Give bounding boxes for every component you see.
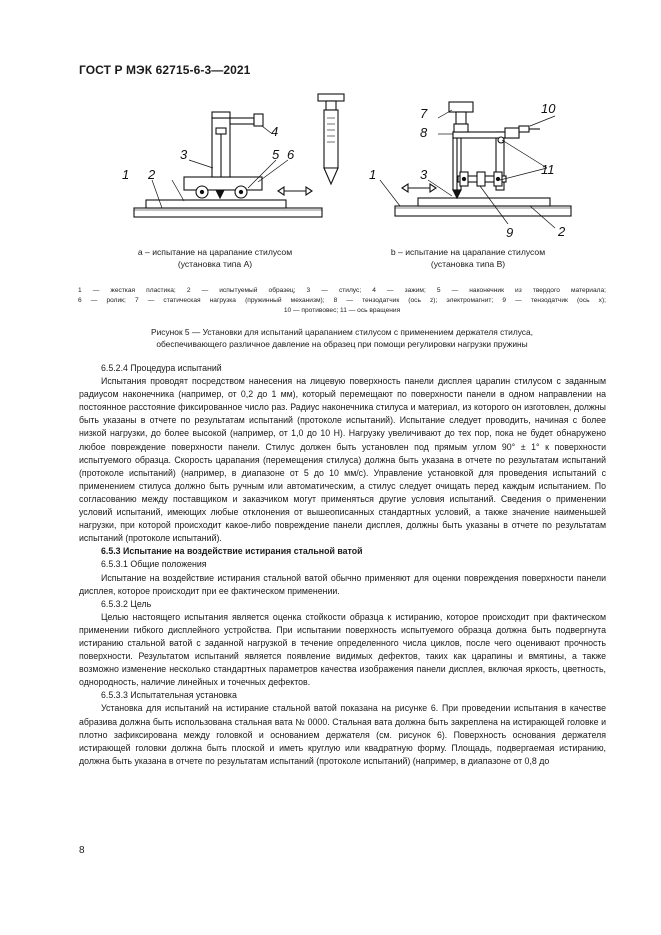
stylus-tip-b xyxy=(453,190,461,198)
figure-caption-a: a – испытание на царапание стилусом (установка типа А) xyxy=(137,247,293,269)
label-a-4: 4 xyxy=(271,124,279,139)
figure-5-drawing xyxy=(100,88,580,248)
static-load xyxy=(449,102,473,112)
cart-a xyxy=(184,177,262,190)
label-a-1: 1 xyxy=(122,167,130,182)
label-b-1: 1 xyxy=(369,167,377,182)
sample-b xyxy=(418,198,550,206)
paragraph-purpose: Целью настоящего испытания является оценка стойкости образца к истиранию, которое происходит при фактическом применении гибкого дисплейного устройства. При испытании поверхность испытуемого образца должна быть подвергнута истиранию стальной ватой с заданной нагрузкой в течение определенного числа циклов, после чего оценивают прочность поверхности. Результатом испытаний является появление видимых дефектов, таких как царапины и вмятины, а также возможно изменение несколько стандартных параметров качества изображения панели дисплея, включая яркость, цветность, однородность, наличие линейных и точечных дефектов. xyxy=(79,611,606,688)
load-cell-z xyxy=(454,124,468,132)
body-text xyxy=(79,362,606,768)
label-b-3: 3 xyxy=(420,167,428,182)
rigid-plate-b xyxy=(395,206,571,216)
label-b-8: 8 xyxy=(420,125,428,140)
page-number: 8 xyxy=(79,845,85,856)
heading-6-5-3-2: 6.5.3.2 Цель xyxy=(101,598,152,609)
label-a-6: 6 xyxy=(287,147,295,162)
paragraph-general: Испытание на воздействие истирания стальной ватой обычно применяют для оценки повреждения поверхности панели дисплея, которое происходит при ее фактическом применении. xyxy=(79,572,606,596)
label-b-11: 11 xyxy=(541,162,555,177)
figure-legend-line-2: 6 — ролик; 7 — статическая нагрузка (пружинный механизм); 8 — тензодатчик (ось z); электромагнит; 9 — тензодатчик (ось x); xyxy=(78,297,606,304)
figure-legend-line-3: 10 — противовес; 11 — ось вращения xyxy=(283,307,401,314)
label-b-10: 10 xyxy=(541,101,556,116)
label-a-5: 5 xyxy=(272,147,280,162)
figure-legend-line-1: 1 — жесткая пластика; 2 — испытуемый образец; 3 — стилус; 4 — зажим; 5 — наконечник из твердого материала; xyxy=(78,287,606,294)
heading-6-5-2-4: 6.5.2.4 Процедура испытаний xyxy=(101,363,222,373)
counterweight xyxy=(519,126,529,132)
clamp-a xyxy=(254,114,263,126)
heading-6-5-3-3: 6.5.3.3 Испытательная установка xyxy=(101,690,237,701)
paragraph-test-procedure: Испытания проводят посредством нанесения на лицевую поверхность панели дисплея царапин стилусом с заданным радиусом наконечника (например, от 0,2 до 1 мм), который перемещают по поверхности панели в одном направлении на постоянное расстояние фиксированное число раз. Радиус наконечника стилуса и материал, из которого он изготовлен, должны быть указаны в отчете по результатам испытаний (протоколе испытаний). Испытание следует проводить, начиная с более низкой нагрузки, до более высокой (например, от 1,0 до 10 Н). Нагрузку увеличивают до тех пор, пока не будет обнаружено любое повреждение поверхности панели. Стилус должен быть установлен под прямым углом 90° ± 1° к поверхности испытуемого образца. Скорость царапания (перемещения стилуса) должна быть указана в отчете по результатам испытаний (протоколе испытаний) (например, в диапазоне от 5 до 10 мм/с). Управление установкой для проведения испытаний с применением стилуса должно быть ручным или автоматическим, а стилус следует очищать перед каждым испытанием. По согласованию между поставщиком и заказчиком могут применяться другие условия испытаний. Сведения о применении условий испытаний, имеющих любые отклонения от вышеописанных стандартных условий, а также значение наименьшей нагрузки, при которой происходит какое-либо повреждение панели дисплея, должны быть указаны в отчете по результатам испытаний (протоколе испытаний). xyxy=(79,376,606,544)
heading-6-5-3-1: 6.5.3.1 Общие положения xyxy=(101,559,207,570)
figure-caption-b: b – испытание на царапание стилусом (установка типа В) xyxy=(390,247,546,269)
load-cell-x xyxy=(477,172,485,186)
label-a-2: 2 xyxy=(148,167,156,182)
sample-a xyxy=(146,200,286,208)
label-b-7: 7 xyxy=(420,106,428,121)
label-b-2: 2 xyxy=(558,224,566,239)
heading-6-5-3: 6.5.3 Испытание на воздействие истирания стальной ватой xyxy=(101,546,363,557)
label-b-9: 9 xyxy=(506,225,514,240)
paragraph-test-setup: Установка для испытаний на истирание стальной ватой показана на рисунке 6. При проведении испытания в качестве абразива должна быть использована стальная вата № 0000. Стальная вата должна быть закреплена на истирающей головке и плотно зафиксирована между головкой и основанием держателя (см. рисунок 6). Поверхность основания держателя истирающей головки должна быть плоской и иметь круглую или квадратную форму. Площадь, подвергаемая истиранию, должна быть указана в отчете по результатам испытаний (протоколе испытаний) (например, в диапазоне от 0,8 до xyxy=(79,703,606,766)
rigid-plate-a xyxy=(134,208,322,217)
stylus-tip-a xyxy=(216,190,224,198)
label-a-3: 3 xyxy=(180,147,188,162)
stylus-separate xyxy=(324,110,338,168)
document-header: ГОСТ Р МЭК 62715-6-3—2021 xyxy=(79,63,251,77)
figure-title: Рисунок 5 — Установки для испытаний царапанием стилусом с применением держателя стилуса, обеспечивающего различное давление на образец при помощи регулировки нагрузки пружины xyxy=(151,327,533,349)
